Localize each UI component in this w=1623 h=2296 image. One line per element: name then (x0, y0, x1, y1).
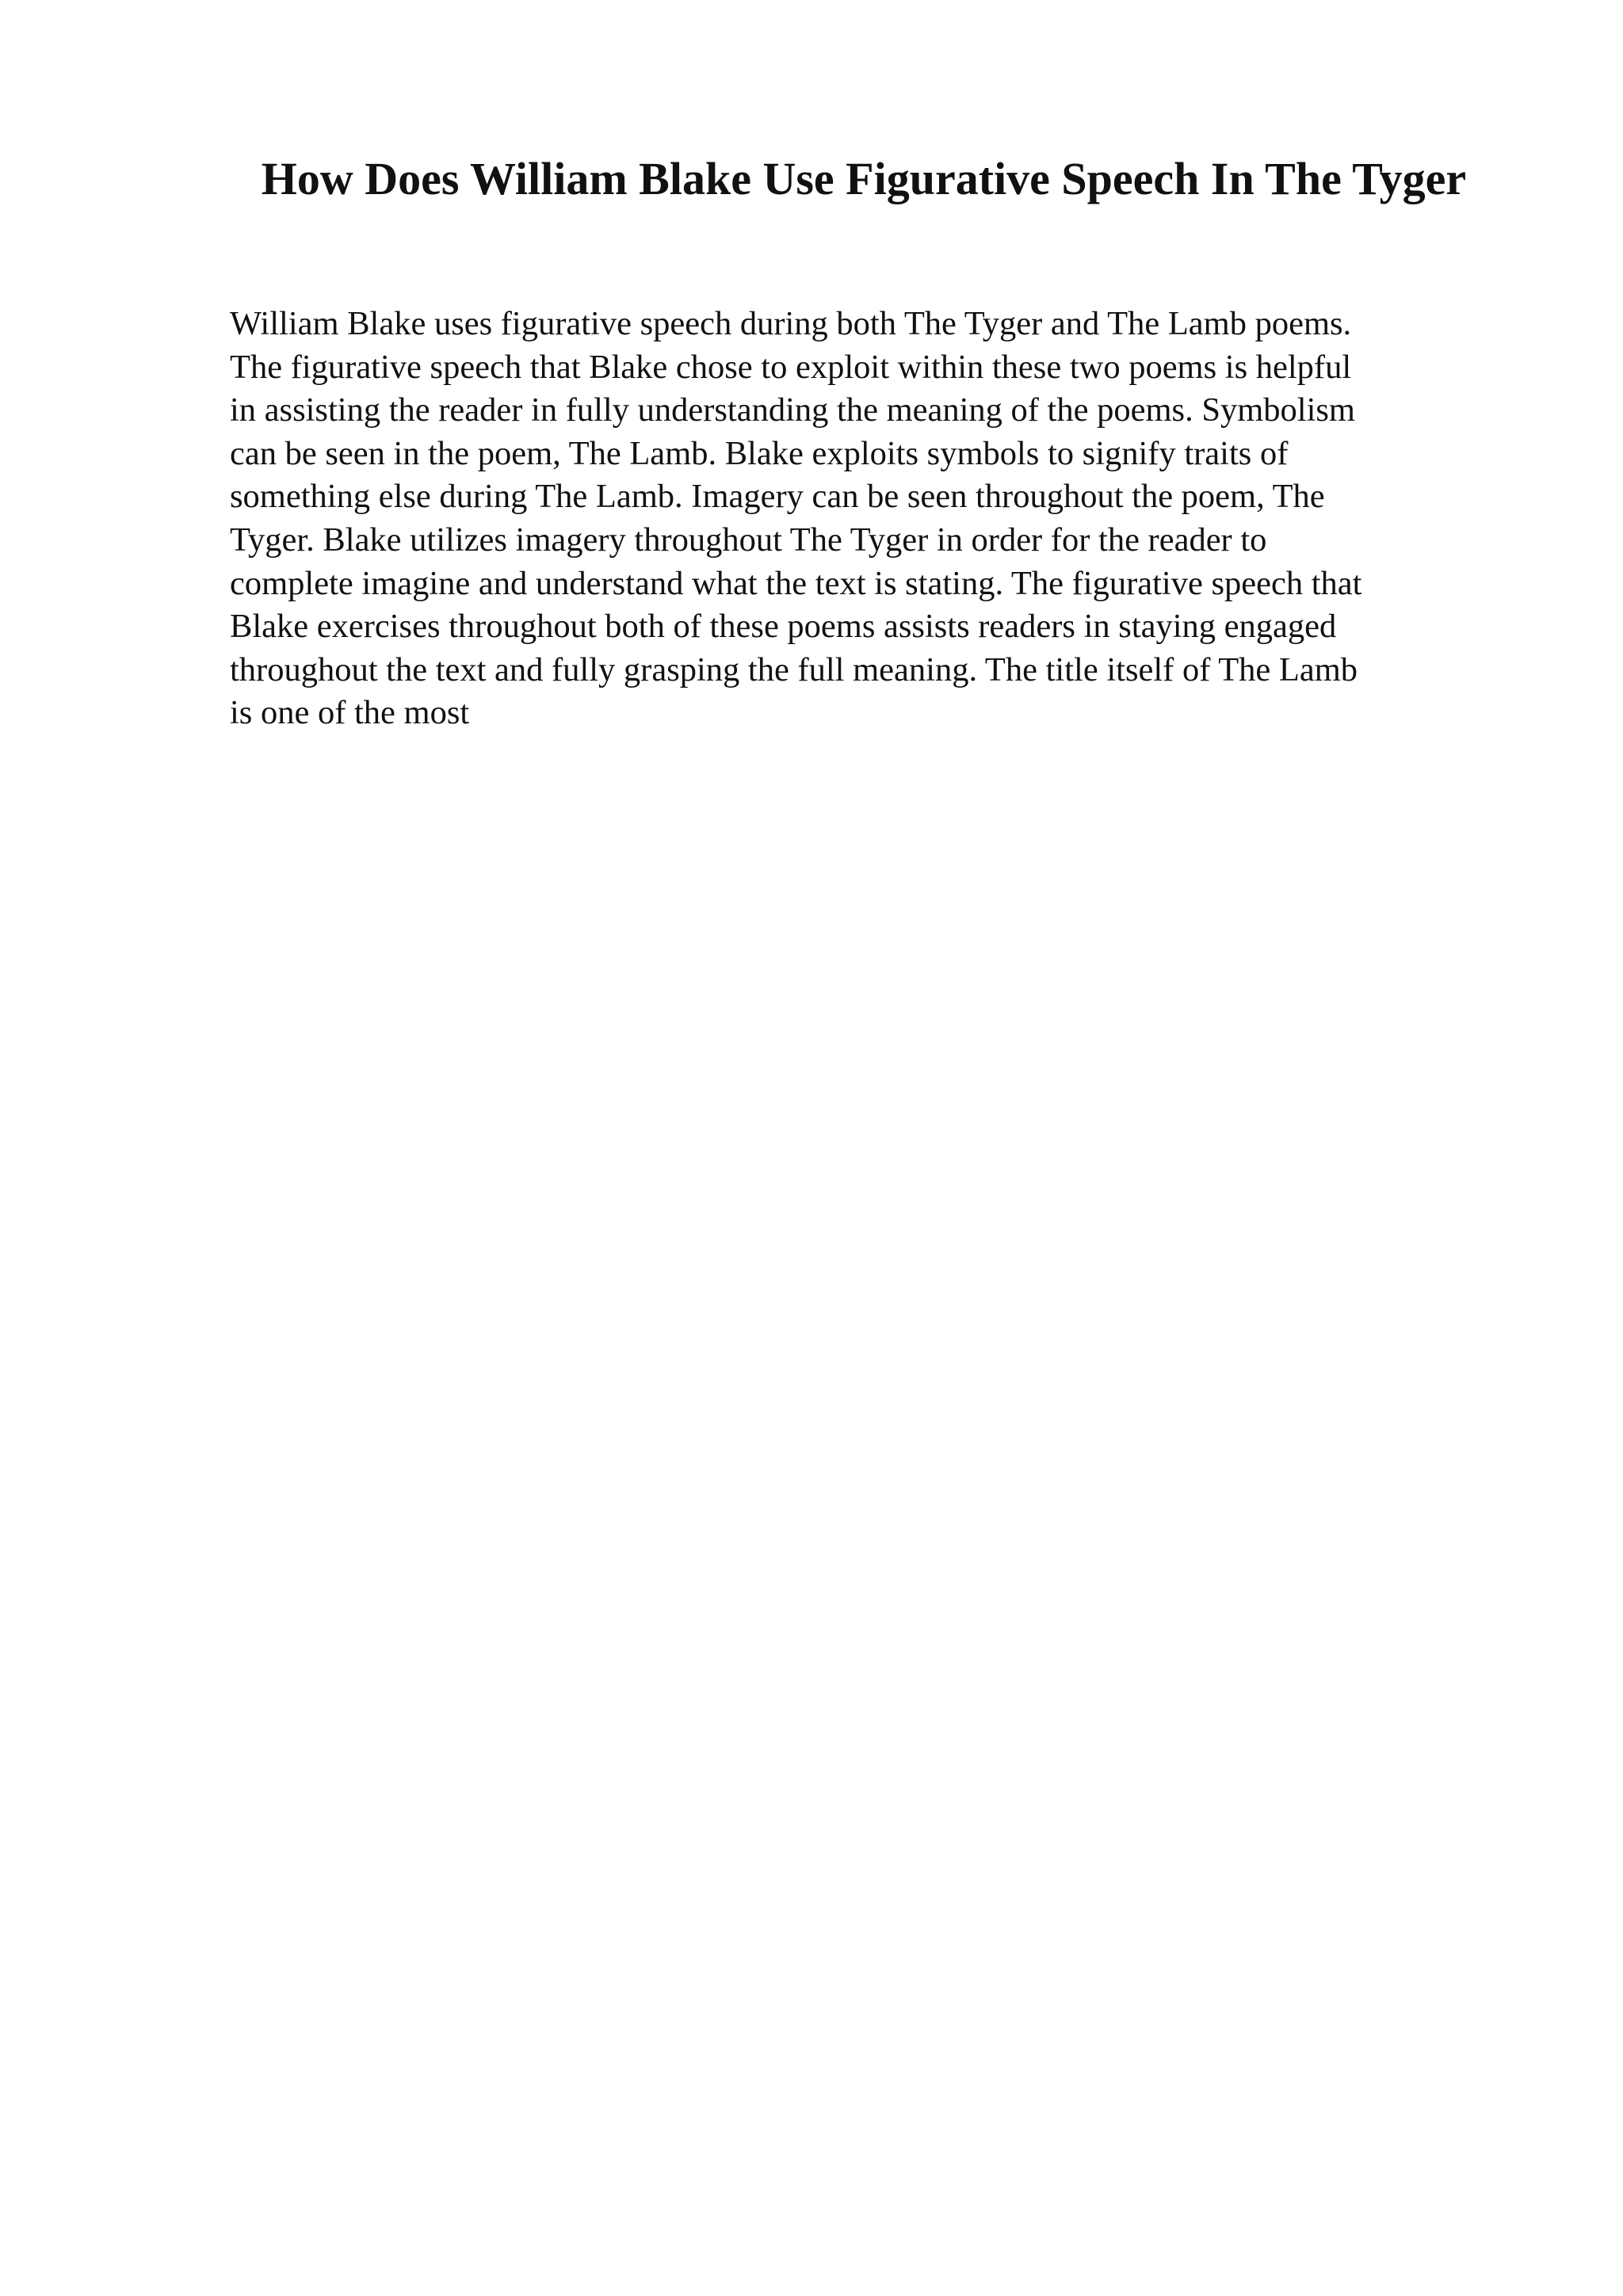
body-line: throughout the text and fully grasping the full meaning. The title itself of The Lamb (230, 650, 1358, 688)
body-line: can be seen in the poem, The Lamb. Blake exploits symbols to signify traits of (230, 434, 1289, 472)
body-line: complete imagine and understand what the text is stating. The figurative speech that (230, 564, 1362, 602)
body-line: is one of the most (230, 694, 470, 732)
body-line: William Blake uses figurative speech during both The Tyger and The Lamb poems. (230, 305, 1352, 342)
body-line: The figurative speech that Blake chose to exploit within these two poems is helpful (230, 348, 1352, 386)
body-line: Tyger. Blake utilizes imagery throughout The Tyger in order for the reader to (230, 521, 1267, 559)
body-paragraph (230, 303, 1482, 735)
document-title: How Does William Blake Use Figurative Speech In The Tyger (261, 153, 1467, 204)
body-line: Blake exercises throughout both of these poems assists readers in staying engaged (230, 608, 1337, 646)
body-line: something else during The Lamb. Imagery can be seen throughout the poem, The (230, 478, 1325, 516)
body-line: in assisting the reader in fully understanding the meaning of the poems. Symbolism (230, 391, 1355, 429)
